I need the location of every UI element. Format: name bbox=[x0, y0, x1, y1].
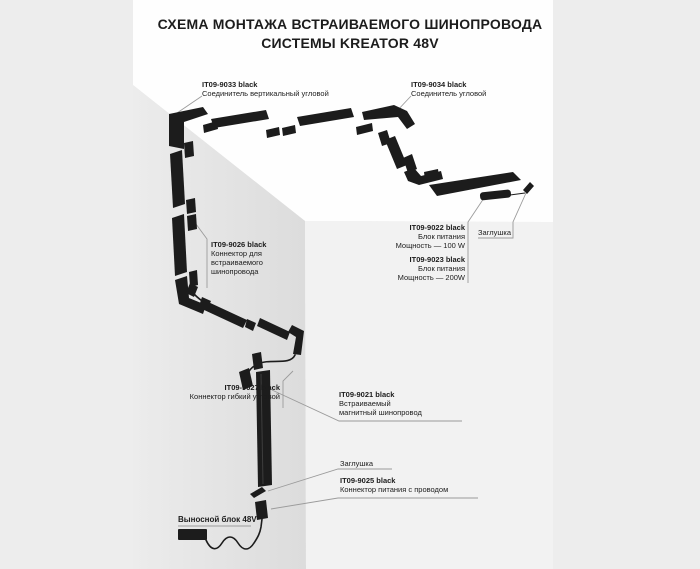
label-end-cap-bottom bbox=[340, 459, 373, 468]
label-recessed-track bbox=[339, 390, 422, 417]
part-desc: Заглушка bbox=[478, 228, 512, 237]
page-title-line2: СИСТЕМЫ KREATOR 48V bbox=[261, 35, 439, 51]
part-desc: Выносной блок 48V bbox=[178, 515, 257, 524]
part-code: IT09-9034 black bbox=[411, 80, 467, 89]
part-desc: шинопровода bbox=[211, 267, 259, 276]
label-power-supplies bbox=[365, 223, 465, 282]
part-desc: Заглушка bbox=[340, 459, 374, 468]
mini-connector bbox=[186, 198, 196, 214]
part-desc: Коннектор для bbox=[211, 249, 262, 258]
part-power: Мощность — 100 W bbox=[395, 241, 465, 250]
part-code: IT09-9025 black bbox=[340, 476, 396, 485]
part-code: IT09-9021 black bbox=[339, 390, 395, 399]
part-power: Мощность — 200W bbox=[397, 273, 465, 282]
part-code: IT09-9022 black bbox=[409, 223, 465, 232]
part-desc: Блок питания bbox=[418, 232, 465, 241]
mini-connector bbox=[184, 141, 194, 158]
label-connector-vertical-corner bbox=[202, 80, 329, 98]
part-desc: магнитный шинопровод bbox=[339, 408, 422, 417]
part-desc: Встраиваемый bbox=[339, 399, 391, 408]
part-desc: Блок питания bbox=[418, 264, 465, 273]
page-title-line1: СХЕМА МОНТАЖА ВСТРАИВАЕМОГО ШИНОПРОВОДА bbox=[157, 16, 543, 32]
label-psu-200 bbox=[365, 255, 465, 282]
part-desc: встраиваемого bbox=[211, 258, 263, 267]
label-psu-100 bbox=[365, 223, 465, 250]
label-power-connector bbox=[340, 476, 448, 494]
label-external-unit bbox=[178, 515, 257, 524]
part-code: IT09-9027 black bbox=[224, 383, 280, 392]
part-desc: Соединитель вертикальный угловой bbox=[202, 89, 329, 98]
part-desc: Коннектор гибкий угловой bbox=[189, 392, 280, 401]
label-connector-recessed bbox=[211, 240, 266, 276]
page-title bbox=[0, 15, 700, 53]
part-desc: Соединитель угловой bbox=[411, 89, 487, 98]
label-connector-corner bbox=[411, 80, 486, 98]
external-unit-48v bbox=[178, 529, 207, 540]
label-connector-flex bbox=[140, 383, 280, 401]
label-end-cap-right bbox=[478, 228, 511, 237]
part-code: IT09-9026 black bbox=[211, 240, 267, 249]
part-code: IT09-9033 black bbox=[202, 80, 258, 89]
part-code: IT09-9023 black bbox=[409, 255, 465, 264]
part-desc: Коннектор питания с проводом bbox=[340, 485, 449, 494]
mini-connector bbox=[187, 214, 197, 231]
